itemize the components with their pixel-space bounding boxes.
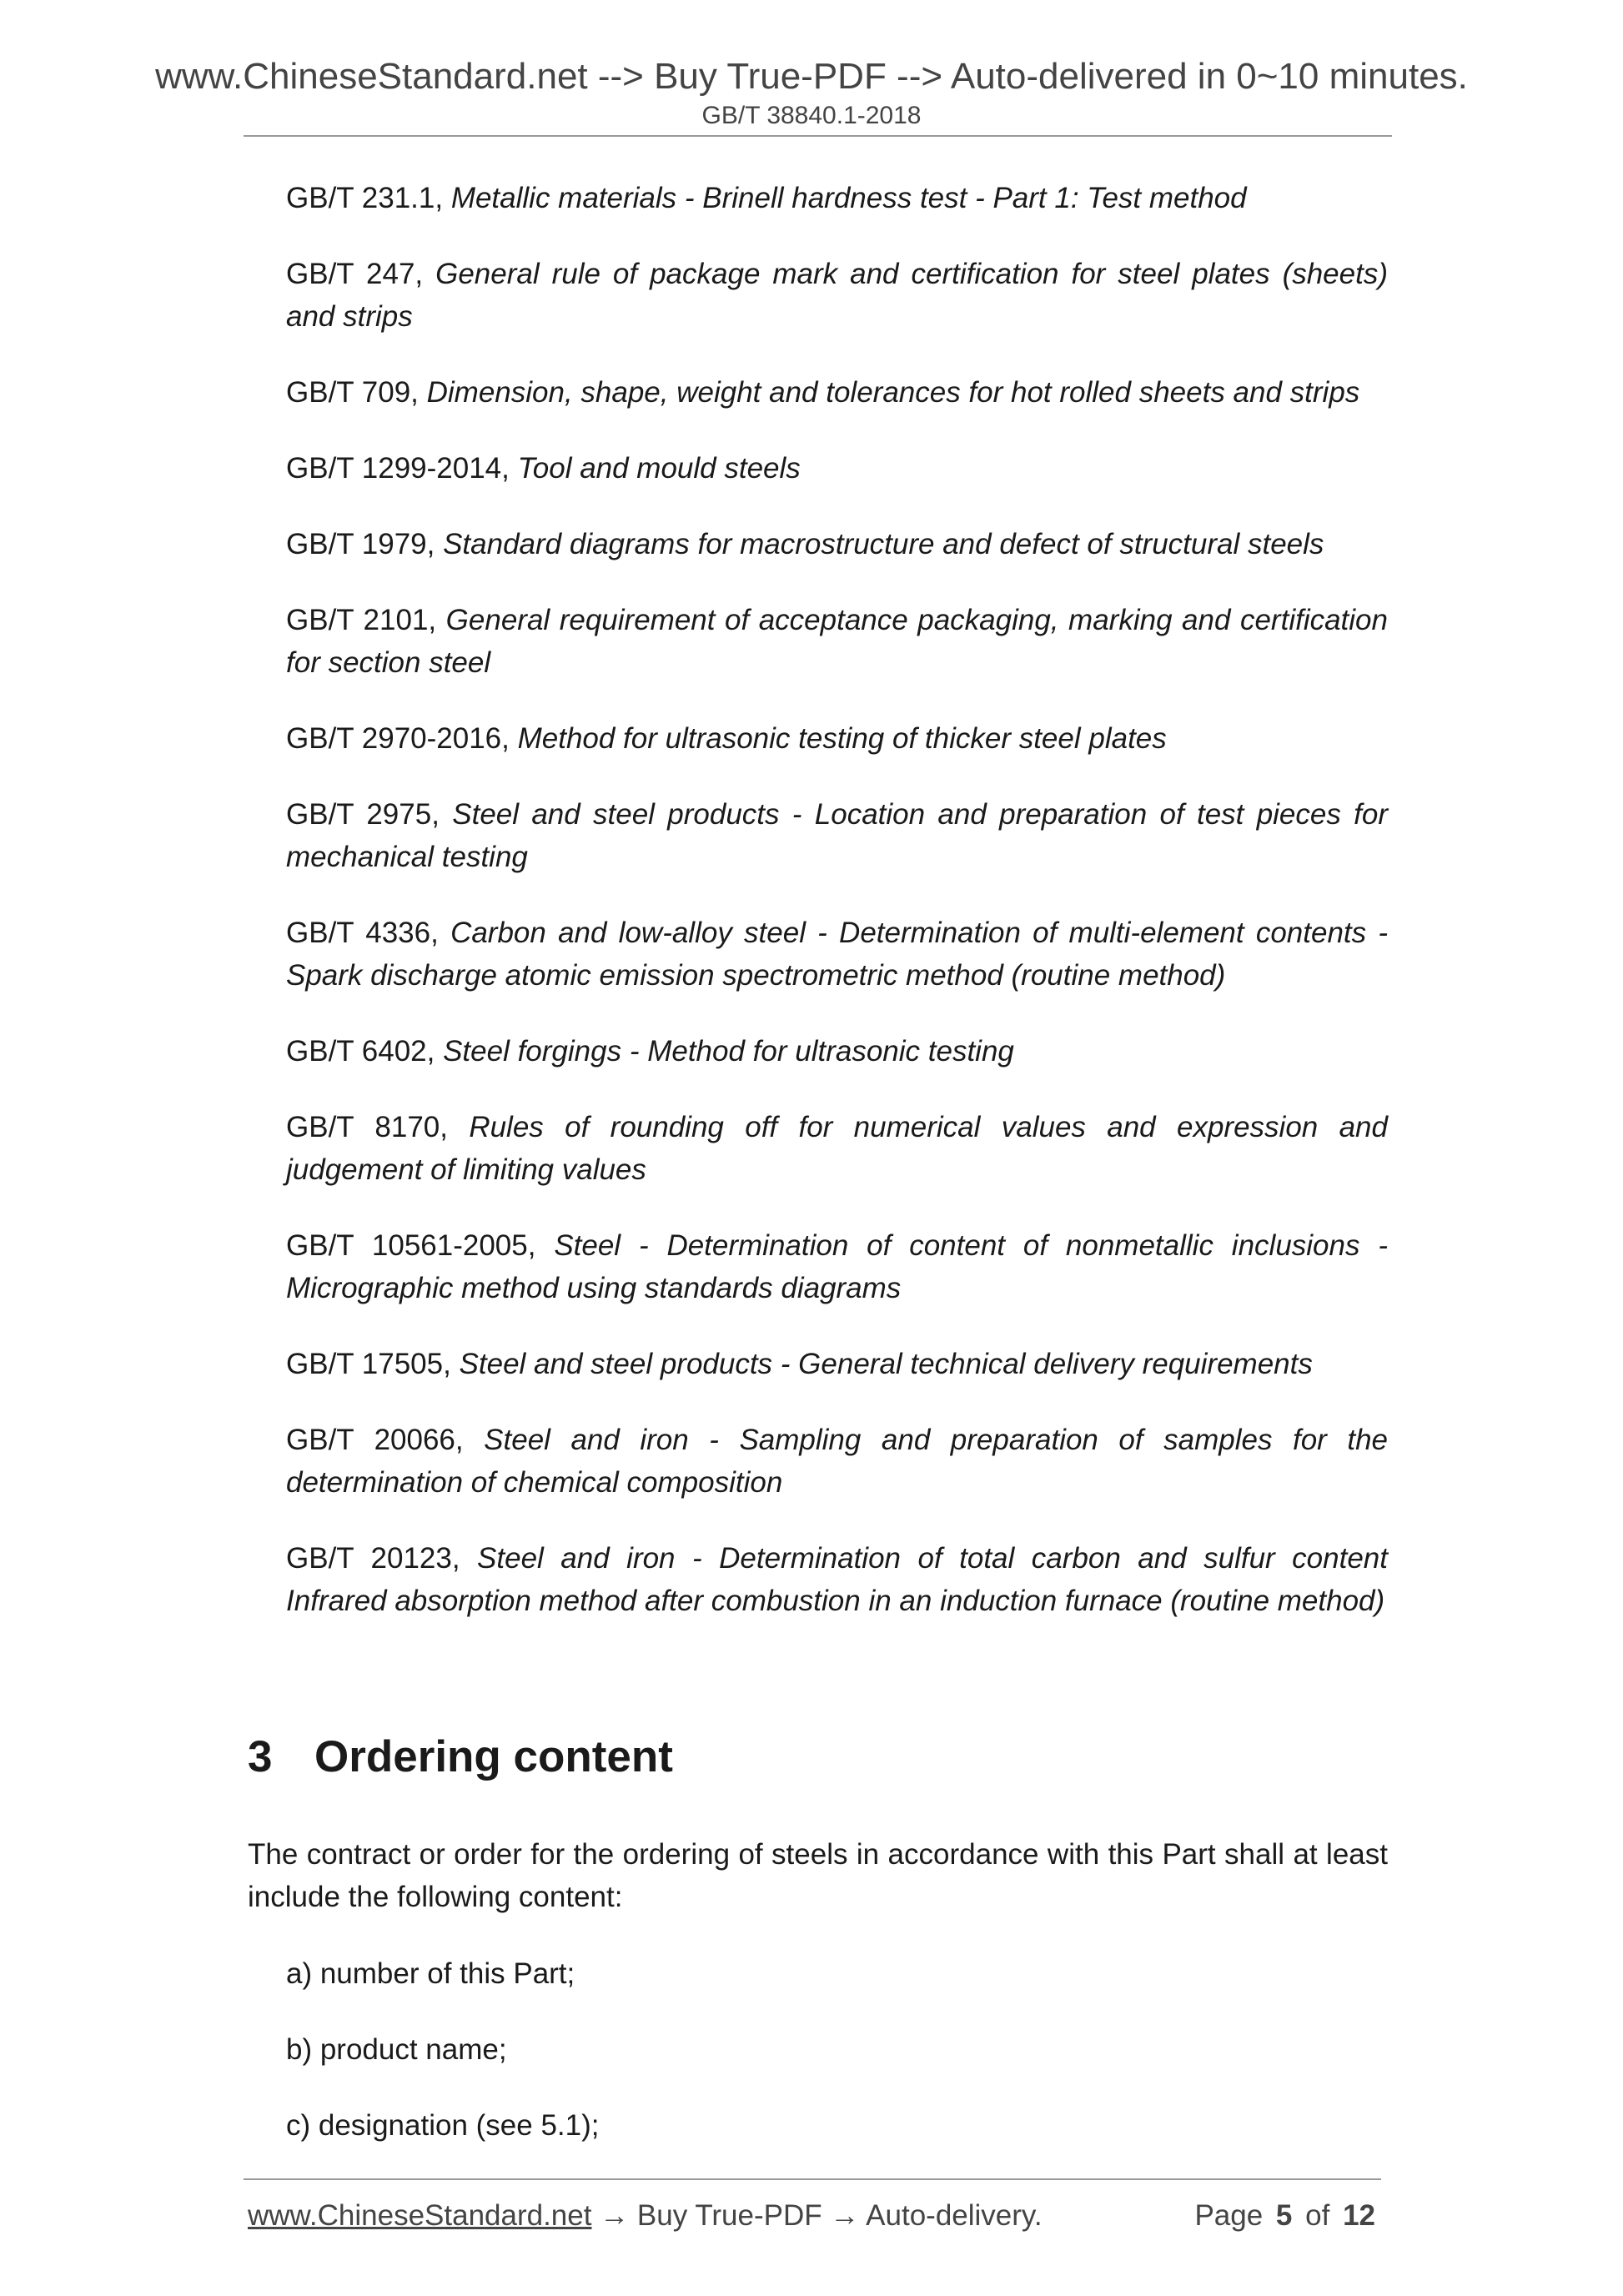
reference-title: Carbon and low-alloy steel - Determination of multi-element contents - Spark discharge atomic emission spectrometric method (routine method) <box>286 917 1388 992</box>
section-intro: The contract or order for the ordering of steels in accordance with this Part shall at least include the following content: <box>248 1838 1388 1913</box>
header-banner: www.ChineseStandard.net --> Buy True-PDF --> Auto-delivered in 0~10 minutes. <box>155 56 1468 97</box>
reference-title: Steel and iron - Determination of total carbon and sulfur content Infrared absorption method after combustion in an induction furnace (routine method) <box>286 1542 1388 1617</box>
reference-code: GB/T 17505, <box>286 1348 460 1380</box>
reference-title: General requirement of acceptance packaging, marking and certification for section steel <box>286 604 1388 679</box>
reference-item <box>286 912 1388 997</box>
header-doc-number: GB/T 38840.1-2018 <box>701 102 922 129</box>
reference-title: Steel and steel products - Location and preparation of test pieces for mechanical testing <box>286 798 1389 873</box>
page-total: 12 <box>1343 2199 1375 2232</box>
reference-title: Steel forgings - Method for ultrasonic testing <box>443 1035 1014 1068</box>
header-rule <box>244 135 1392 137</box>
page-indicator <box>1194 2199 1375 2233</box>
reference-code: GB/T 10561-2005, <box>286 1229 555 1262</box>
reference-code: GB/T 247, <box>286 258 436 290</box>
reference-code: GB/T 2970-2016, <box>286 722 518 755</box>
footer-text <box>248 2199 1043 2233</box>
reference-item <box>286 447 1388 490</box>
reference-code: GB/T 6402, <box>286 1035 444 1068</box>
reference-title: Steel - Determination of content of nonmetallic inclusions - Micrographic method using standards diagrams <box>286 1229 1388 1304</box>
reference-item <box>286 177 1388 219</box>
reference-title: Dimension, shape, weight and tolerances for hot rolled sheets and strips <box>426 376 1360 409</box>
reference-item <box>286 1106 1388 1191</box>
reference-item <box>286 371 1388 414</box>
list-item: b) product name; <box>286 2033 507 2066</box>
normative-references-list <box>286 177 1388 1655</box>
section-number: 3 <box>248 1732 273 1781</box>
reference-code: GB/T 20066, <box>286 1424 485 1456</box>
reference-item <box>286 1343 1388 1385</box>
list-item: a) number of this Part; <box>286 1957 575 1990</box>
reference-title: Standard diagrams for macrostructure and defect of structural steels <box>443 528 1324 560</box>
section-title: Ordering content <box>314 1732 673 1781</box>
reference-item <box>286 599 1388 684</box>
reference-item <box>286 253 1388 338</box>
reference-code: GB/T 1299-2014, <box>286 452 518 485</box>
reference-code: GB/T 4336, <box>286 917 451 949</box>
reference-title: Tool and mould steels <box>517 452 801 485</box>
page-label: Page <box>1194 2199 1264 2232</box>
reference-title: Steel and iron - Sampling and preparation of samples for the determination of chemical composition <box>286 1424 1388 1499</box>
reference-code: GB/T 2975, <box>286 798 453 831</box>
of-label: of <box>1305 2199 1330 2232</box>
reference-item <box>286 1030 1388 1073</box>
reference-code: GB/T 1979, <box>286 528 444 560</box>
footer-rule <box>244 2178 1381 2180</box>
reference-title: General rule of package mark and certification for steel plates (sheets) and strips <box>286 258 1388 333</box>
reference-title: Method for ultrasonic testing of thicker steel plates <box>517 722 1167 755</box>
footer-tagline: → Buy True-PDF → Auto-delivery. <box>591 2199 1043 2232</box>
reference-item <box>286 1224 1388 1309</box>
page-number: 5 <box>1275 2199 1293 2232</box>
section-heading <box>248 1731 673 1782</box>
reference-code: GB/T 20123, <box>286 1542 478 1575</box>
reference-title: Steel and steel products - General technical delivery requirements <box>459 1348 1313 1380</box>
reference-item <box>286 793 1388 878</box>
footer-link[interactable]: www.ChineseStandard.net <box>248 2199 592 2232</box>
reference-item <box>286 1419 1388 1504</box>
reference-title: Rules of rounding off for numerical values and expression and judgement of limiting values <box>286 1111 1388 1186</box>
list-item: c) designation (see 5.1); <box>286 2109 600 2142</box>
reference-item <box>286 717 1388 760</box>
reference-code: GB/T 8170, <box>286 1111 470 1143</box>
reference-code: GB/T 2101, <box>286 604 446 636</box>
reference-code: GB/T 709, <box>286 376 427 409</box>
reference-item <box>286 1537 1388 1622</box>
reference-item <box>286 523 1388 565</box>
reference-title: Metallic materials - Brinell hardness test - Part 1: Test method <box>450 182 1247 214</box>
reference-code: GB/T 231.1, <box>286 182 451 214</box>
